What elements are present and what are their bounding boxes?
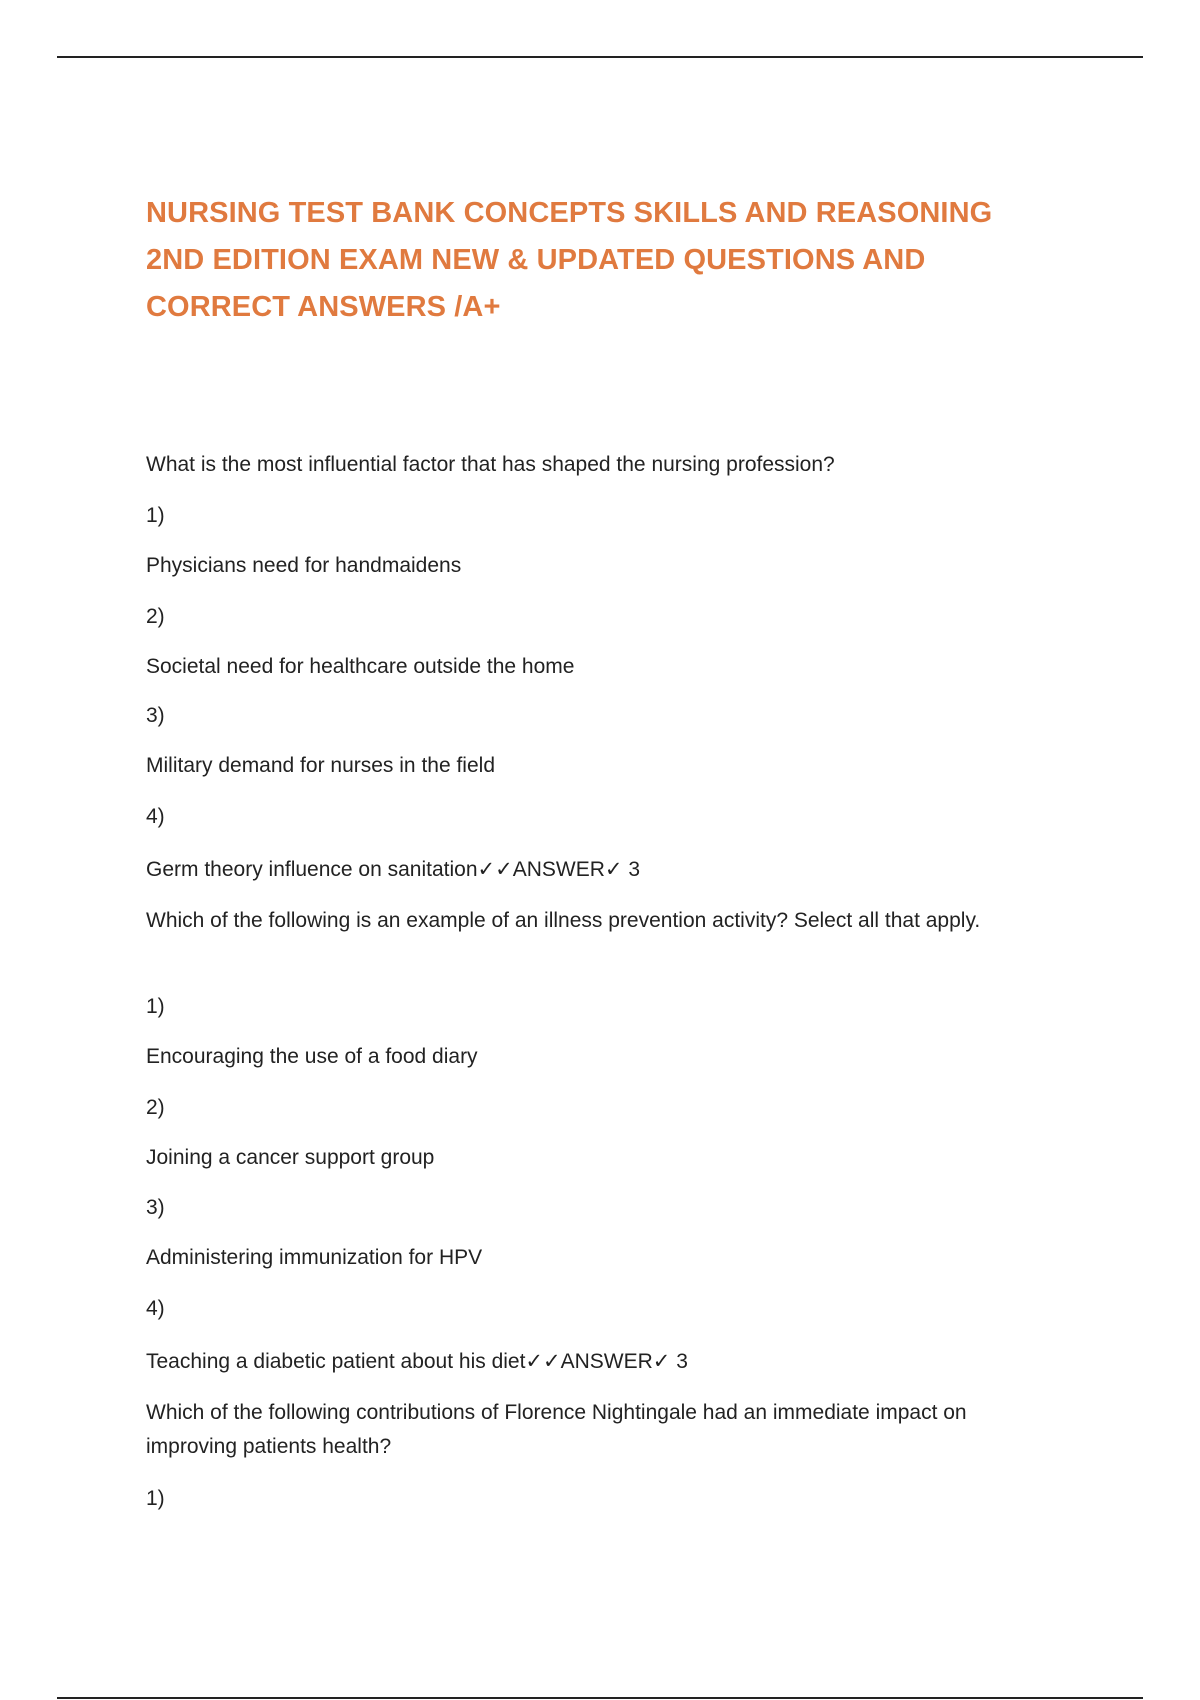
option-number: 4) (146, 1297, 165, 1320)
title-line: NURSING TEST BANK CONCEPTS SKILLS AND REASONING (146, 197, 993, 229)
option-number: 3) (146, 1196, 165, 1219)
question-2-text: Which of the following is an example of an illness prevention activity? Select all that apply. (146, 909, 981, 932)
option-number: 2) (146, 605, 165, 628)
header-rule (57, 56, 1143, 58)
option-number: 4) (146, 805, 165, 828)
option-text: Physicians need for handmaidens (146, 554, 462, 577)
option-number: 1) (146, 995, 165, 1018)
option-number: 2) (146, 1096, 165, 1119)
option-text-with-answer: Teaching a diabetic patient about his diet✓✓ANSWER✓ 3 (146, 1350, 688, 1373)
title-line: 2ND EDITION EXAM NEW & UPDATED QUESTIONS AND (146, 244, 926, 276)
option-text: Military demand for nurses in the field (146, 754, 495, 777)
option-number: 3) (146, 704, 165, 727)
question-1-text: What is the most influential factor that has shaped the nursing profession? (146, 453, 835, 476)
document-title (146, 190, 1046, 331)
question-3-text: Which of the following contributions of Florence Nightingale had an immediate impact on improving patients health? (146, 1401, 967, 1458)
footer-rule (57, 1697, 1143, 1699)
option-text: Societal need for healthcare outside the home (146, 655, 575, 678)
option-number: 1) (146, 504, 165, 527)
option-number: 1) (146, 1487, 165, 1510)
option-text: Joining a cancer support group (146, 1146, 435, 1169)
option-text: Administering immunization for HPV (146, 1246, 483, 1269)
option-text: Encouraging the use of a food diary (146, 1045, 478, 1068)
title-line: CORRECT ANSWERS /A+ (146, 291, 501, 323)
option-text-with-answer: Germ theory influence on sanitation✓✓ANSWER✓ 3 (146, 858, 640, 881)
